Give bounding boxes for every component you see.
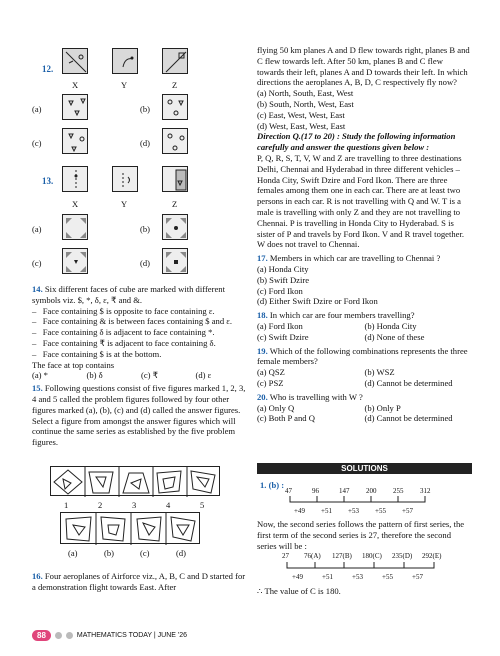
q12-figure-y [112,48,138,74]
q17-text: Members in which car are travelling to Chennai ? [269,253,441,264]
q12-label-x: X [72,80,79,90]
q14-opt: (c) ₹ [141,370,159,381]
q19-text: Which of the following combinations represents the three female members? [257,345,468,367]
q12-opt-a: (a) [32,104,42,114]
q14-bullet-text: Face containing $ is at the bottom. [42,348,162,359]
q14-bullet-text: Face containing $ is opposite to face containing ε. [42,305,215,316]
series-2-brackets [282,562,452,572]
q16-text: Four aeroplanes of Airforce viz., A, B, C and D started for a demonstration flight towards East. After [32,571,246,592]
q13-opt-c: (c) [32,258,42,268]
page-number: 88 [32,630,51,641]
q18-number: 18. [257,310,268,321]
q17-opt: (c) Ford Ikon [257,285,303,296]
q17-opt: (a) Honda City [257,263,309,274]
footer-dot-icon [55,632,62,639]
q14-opt: (a) * [32,370,48,381]
series-2-term: 76(A) [304,552,321,560]
q16-opt: (b) South, North, West, East [257,98,354,109]
q13-label-x: X [72,199,79,209]
series-2-term: 27 [282,552,289,560]
q14-options [32,370,250,381]
q14-bullet-text: Face containing δ is adjacent to face containing *. [42,327,215,338]
q15-number: 15. [32,383,43,394]
series-1-diff: +57 [402,507,413,515]
q15-fig-num: 4 [166,500,171,510]
solutions-heading: SOLUTIONS [257,463,472,474]
q14-question [32,284,250,306]
q13-figure-y [112,166,138,192]
q15-ans-label: (c) [140,548,150,558]
q15-fig-num: 3 [132,500,137,510]
series-1-term: 200 [366,487,377,495]
q20-options-row [257,413,472,424]
q18-opt: (c) Swift Dzire [257,331,309,342]
series-1-term: 255 [393,487,404,495]
q13-answer-d [162,248,188,274]
q19-opt: (b) WSZ [364,367,395,378]
series-2 [282,552,462,584]
q15-question [32,383,250,448]
solution-1-label: 1. (b) : [260,480,285,490]
series-2-diff: +49 [292,573,303,581]
direction-heading: Direction Q.(17 to 20) : Study the following information carefully and answer the questions given below : [257,131,456,153]
q20-opt: (d) Cannot be determined [364,413,453,424]
q18-opt: (b) Honda City [364,320,417,331]
series-2-term: 235(D) [392,552,413,560]
series-1-diff: +53 [348,507,359,515]
q19-options-row [257,378,472,389]
series-1-diff: +49 [294,507,305,515]
footer-text: MATHEMATICS TODAY | JUNE '26 [76,632,188,639]
q12-label-y: Y [121,80,128,90]
q16-question [32,571,250,593]
q20-text: Who is travelling with W ? [269,391,363,402]
q16-opt: (c) East, West, West, East [257,109,345,120]
q14-bullet-text: Face containing & is between faces containing $ and ε. [42,316,233,327]
series-1-diff: +51 [321,507,332,515]
q14-number: 14. [32,284,43,294]
right-column [257,45,472,424]
q14-block [32,284,250,448]
q19-opt: (a) QSZ [257,367,285,378]
q14-opt: (d) ε [195,370,212,381]
footer-dot-icon [66,632,73,639]
series-1-brackets [282,496,442,506]
q13-opt-b: (b) [140,224,150,234]
q13-opt-a: (a) [32,224,42,234]
page-footer [32,630,187,641]
q17-opt: (d) Either Swift Dzire or Ford Ikon [257,296,378,307]
series-2-diff: +53 [352,573,363,581]
q15-fig-num: 5 [200,500,205,510]
q14-bullet: – Face containing & is between faces containing $ and ε. [32,316,233,327]
series-1-term: 47 [285,487,292,495]
q19-number: 19. [257,345,268,356]
q13-label-y: Y [121,199,128,209]
passage: P, Q, R, S, T, V, W and Z are travelling to three destinations Delhi, Chennai and Hyderabad in three different vehicles – Honda City, Swift Dzire and Ford Ikon. There are three females among them one in each car. There are at least two persons in each car. R is not travelling with Q and W. T is a male is travelling with only Z and they are not travelling to Chennai. P is travelling in Honda City to Hyderabad. S is sister of P and travels by Ford Ikon. V and R travel together. W does not travel to Chennai. [257,152,465,250]
series-2-diff: +51 [322,573,333,581]
q13-answer-b [162,214,188,240]
series-2-term: 292(E) [422,552,442,560]
q12-answer-c [62,128,88,154]
q12-label-z: Z [172,80,178,90]
q15-fig-num: 2 [98,500,103,510]
q12-answer-a [62,94,88,120]
q16-continuation: flying 50 km planes A and D flew towards right, planes B and C flew towards left. After 50 km, planes B and C flew towards their left, planes A and D towards their left. In which directions the aeroplanes A, B, D, C respectively fly now? [257,45,470,88]
series-2-term: 127(B) [332,552,352,560]
q20-number: 20. [257,391,268,402]
q13-label-z: Z [172,199,178,209]
q15-ans-label: (a) [68,548,78,558]
q15-ans-label: (b) [104,548,114,558]
q14-bullet-text: Face containing ₹ is adjacent to face containing δ. [42,337,216,348]
q20-question [257,392,472,403]
q16-opt: (d) West, East, West, East [257,120,346,131]
q18-question [257,310,472,321]
q18-text: In which car are four members travelling? [269,310,415,321]
q15-fig-num: 1 [64,500,69,510]
q15-answer-figures-svg [61,513,201,545]
q15-answer-figures [60,512,200,544]
series-2-diff: +55 [382,573,393,581]
q13-answer-a [62,214,88,240]
q15-problem-figures [50,466,220,496]
q19-opt: (c) PSZ [257,377,284,388]
q17-question [257,253,472,264]
q12-answer-b [162,94,188,120]
q18-opt: (d) None of these [364,331,425,342]
q18-opt: (a) Ford Ikon [257,320,303,331]
q19-question [257,346,472,368]
q14-bullet: – Face containing $ is opposite to face containing ε. [32,305,215,316]
solution-explanation: Now, the second series follows the pattern of first series, the first term of the second series is 27, therefore the second series will be : [257,519,465,551]
q20-opt: (b) Only P [364,402,401,413]
q20-opt: (a) Only Q [257,402,295,413]
q13-figure-z [162,166,188,192]
series-2-diff: +57 [412,573,423,581]
series-1-term: 96 [312,487,319,495]
q19-options-row [257,367,472,378]
series-1-diff: +55 [375,507,386,515]
q20-opt: (c) Both P and Q [257,413,315,424]
q12-opt-c: (c) [32,138,42,148]
q12-opt-b: (b) [140,104,150,114]
q13-number: 13. [42,176,54,186]
q18-options-row [257,321,472,332]
q17-number: 17. [257,253,268,264]
q13-figure-x [62,166,88,192]
q17-opt: (b) Swift Dzire [257,274,310,285]
q20-options-row [257,403,472,414]
series-1 [282,487,462,517]
series-2-term: 180(C) [362,552,382,560]
q12-figure-z [162,48,188,74]
series-1-term: 147 [339,487,350,495]
q14-text: Six different faces of cube are marked with different symbols viz. $, *, δ, ε, ₹ and &. [32,284,225,305]
solution-conclusion: ∴ The value of C is 180. [257,586,341,596]
q15-problem-figures-svg [51,467,219,497]
q15-text: Following questions consist of five figures marked 1, 2, 3, 4 and 5 called the problem figures followed by four other figures marked (a), (b), (c) and (d) called the answer figures. Select a figure from amongst the answer figures which will continue the same series as established by the five problem figures. [32,383,246,448]
q12-answer-d [162,128,188,154]
q14-bullet: – Face containing δ is adjacent to face containing *. [32,327,215,338]
q14-opt: (b) δ [86,370,103,381]
series-1-term: 312 [420,487,431,495]
q15-ans-label: (d) [176,548,186,558]
q12-figure-x [62,48,88,74]
q13-answer-c [62,248,88,274]
q16-number: 16. [32,571,43,581]
q16-block [32,571,250,593]
q16-opt: (a) North, South, East, West [257,88,354,99]
q12-opt-d: (d) [140,138,150,148]
q14-bullet: – Face containing $ is at the bottom. [32,348,162,359]
q14-bullet: – Face containing ₹ is adjacent to face containing δ. [32,337,216,348]
q14-ask: The face at top contains [32,359,115,370]
q12-number: 12. [42,64,54,74]
q13-opt-d: (d) [140,258,150,268]
q18-options-row [257,332,472,343]
q19-opt: (d) Cannot be determined [364,377,453,388]
